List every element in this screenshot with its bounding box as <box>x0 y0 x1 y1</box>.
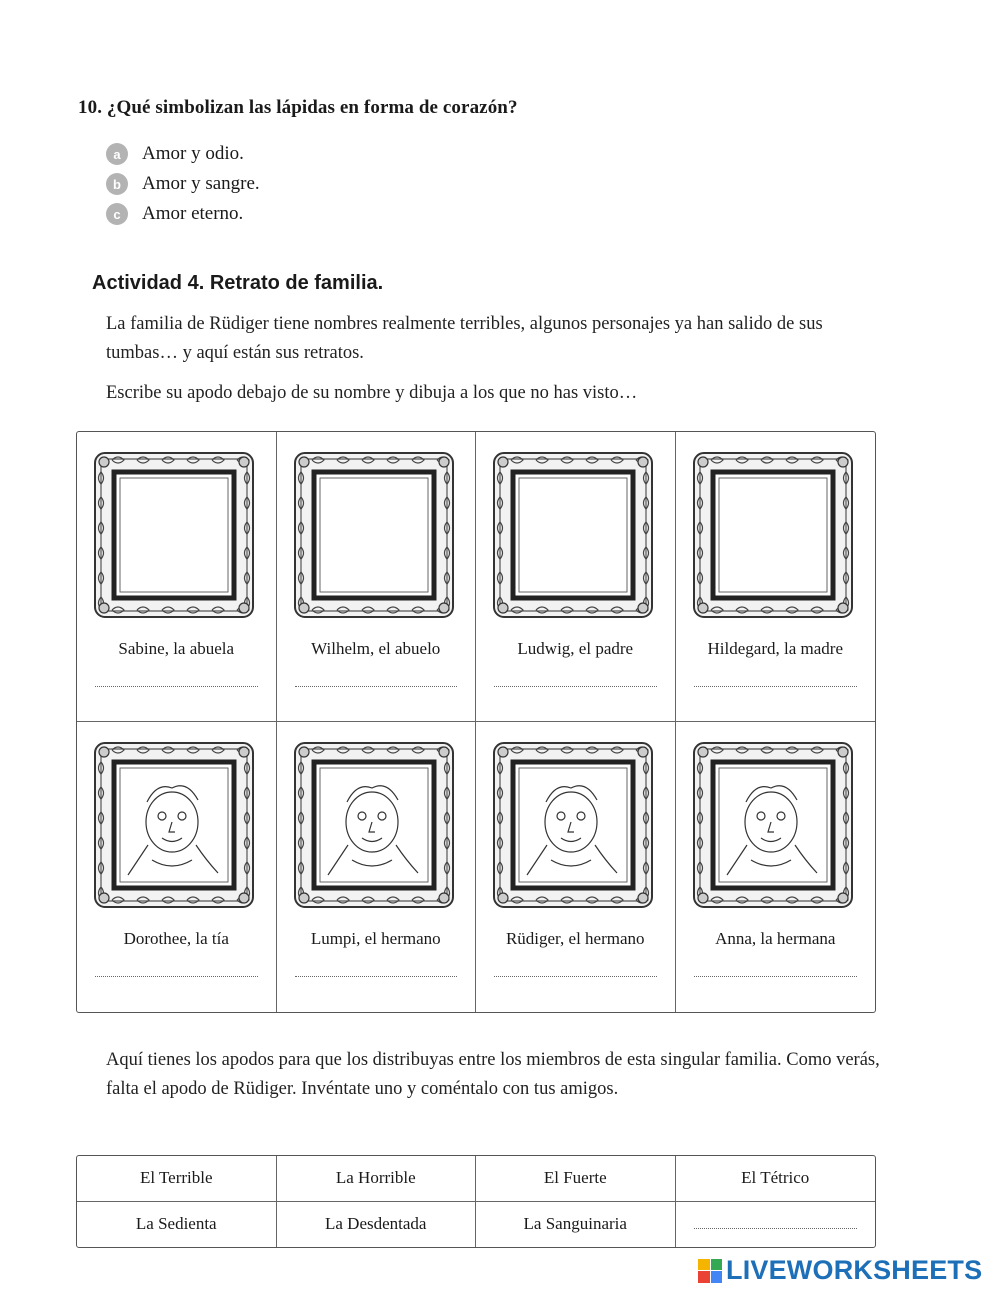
portrait-frame-icon[interactable] <box>491 450 655 620</box>
portrait-name: Rüdiger, el hermano <box>505 929 645 948</box>
activity-instruction: Escribe su apodo debajo de su nombre y dibuja a los que no has visto… <box>106 383 638 403</box>
portrait-name: Ludwig, el padre <box>517 639 634 658</box>
nickname-cell[interactable]: El Fuerte <box>476 1156 676 1202</box>
nickname-blank-cell[interactable] <box>676 1202 876 1248</box>
portrait-cell <box>676 722 876 1012</box>
nickname-answer-line[interactable] <box>694 686 858 687</box>
nicknames-table <box>76 1155 876 1248</box>
brand-name: LIVEWORKSHEETS <box>726 1255 983 1285</box>
option-b[interactable] <box>106 172 260 196</box>
portrait-cell <box>676 432 876 722</box>
option-c-badge: c <box>106 203 128 225</box>
portrait-frame-icon <box>491 740 655 910</box>
portrait-cell <box>277 432 477 722</box>
portrait-name: Anna, la hermana <box>715 929 836 948</box>
nickname-answer-line[interactable] <box>494 976 657 977</box>
nickname-cell[interactable]: La Desdentada <box>277 1202 477 1248</box>
option-a[interactable] <box>106 142 244 166</box>
question-title: 10. ¿Qué simbolizan las lápidas en forma de corazón? <box>78 97 518 118</box>
option-c[interactable] <box>106 202 243 226</box>
portrait-name: Dorothee, la tía <box>123 929 229 948</box>
nickname-answer-line[interactable] <box>494 686 657 687</box>
nickname-answer-line[interactable] <box>95 686 258 687</box>
option-a-text: Amor y odio. <box>142 143 244 164</box>
portrait-frame-icon[interactable] <box>92 450 256 620</box>
portrait-frame-icon <box>92 740 256 910</box>
portrait-cell <box>476 722 676 1012</box>
portrait-name: Sabine, la abuela <box>118 639 235 658</box>
activity-title: Actividad 4. Retrato de familia. <box>92 272 384 294</box>
nickname-answer-line[interactable] <box>295 976 458 977</box>
brand-mark-cell <box>711 1259 723 1271</box>
option-b-badge: b <box>106 173 128 195</box>
nickname-cell[interactable]: La Sanguinaria <box>476 1202 676 1248</box>
portrait-name: Hildegard, la madre <box>707 639 843 658</box>
brand-logo <box>698 1255 982 1286</box>
portrait-name: Lumpi, el hermano <box>310 929 441 948</box>
nickname-answer-line[interactable] <box>95 976 258 977</box>
activity-intro: La familia de Rüdiger tiene nombres realmente terribles, algunos personajes ya han salido de sus tumbas… y aquí están sus retratos. <box>106 314 823 363</box>
nickname-cell[interactable]: La Sedienta <box>77 1202 277 1248</box>
portrait-cell <box>77 432 277 722</box>
brand-mark-cell <box>698 1259 710 1271</box>
brand-mark-cell <box>698 1271 710 1283</box>
option-a-badge: a <box>106 143 128 165</box>
portrait-cell <box>77 722 277 1012</box>
portrait-frame-icon[interactable] <box>691 450 855 620</box>
nickname-cell[interactable]: El Terrible <box>77 1156 277 1202</box>
portrait-frame-icon <box>292 740 456 910</box>
nickname-answer-line[interactable] <box>694 1228 858 1229</box>
portrait-frame-icon[interactable] <box>292 450 456 620</box>
brand-mark-cell <box>711 1271 723 1283</box>
option-c-text: Amor eterno. <box>142 203 244 224</box>
portrait-name: Wilhelm, el abuelo <box>311 639 441 658</box>
nickname-cell[interactable]: El Tétrico <box>676 1156 876 1202</box>
nicknames-intro: Aquí tienes los apodos para que los distribuyas entre los miembros de esta singular familia. Como verás, falta el apodo de Rüdiger. Invéntate uno y coméntalo con tus amigos. <box>106 1050 880 1099</box>
nickname-answer-line[interactable] <box>694 976 858 977</box>
portrait-frame-icon <box>691 740 855 910</box>
portrait-cell <box>277 722 477 1012</box>
brand-mark-icon <box>698 1259 722 1283</box>
option-b-text: Amor y sangre. <box>142 173 260 194</box>
portrait-grid <box>76 431 876 1013</box>
portrait-cell <box>476 432 676 722</box>
nickname-cell[interactable]: La Horrible <box>277 1156 477 1202</box>
nickname-answer-line[interactable] <box>295 686 458 687</box>
